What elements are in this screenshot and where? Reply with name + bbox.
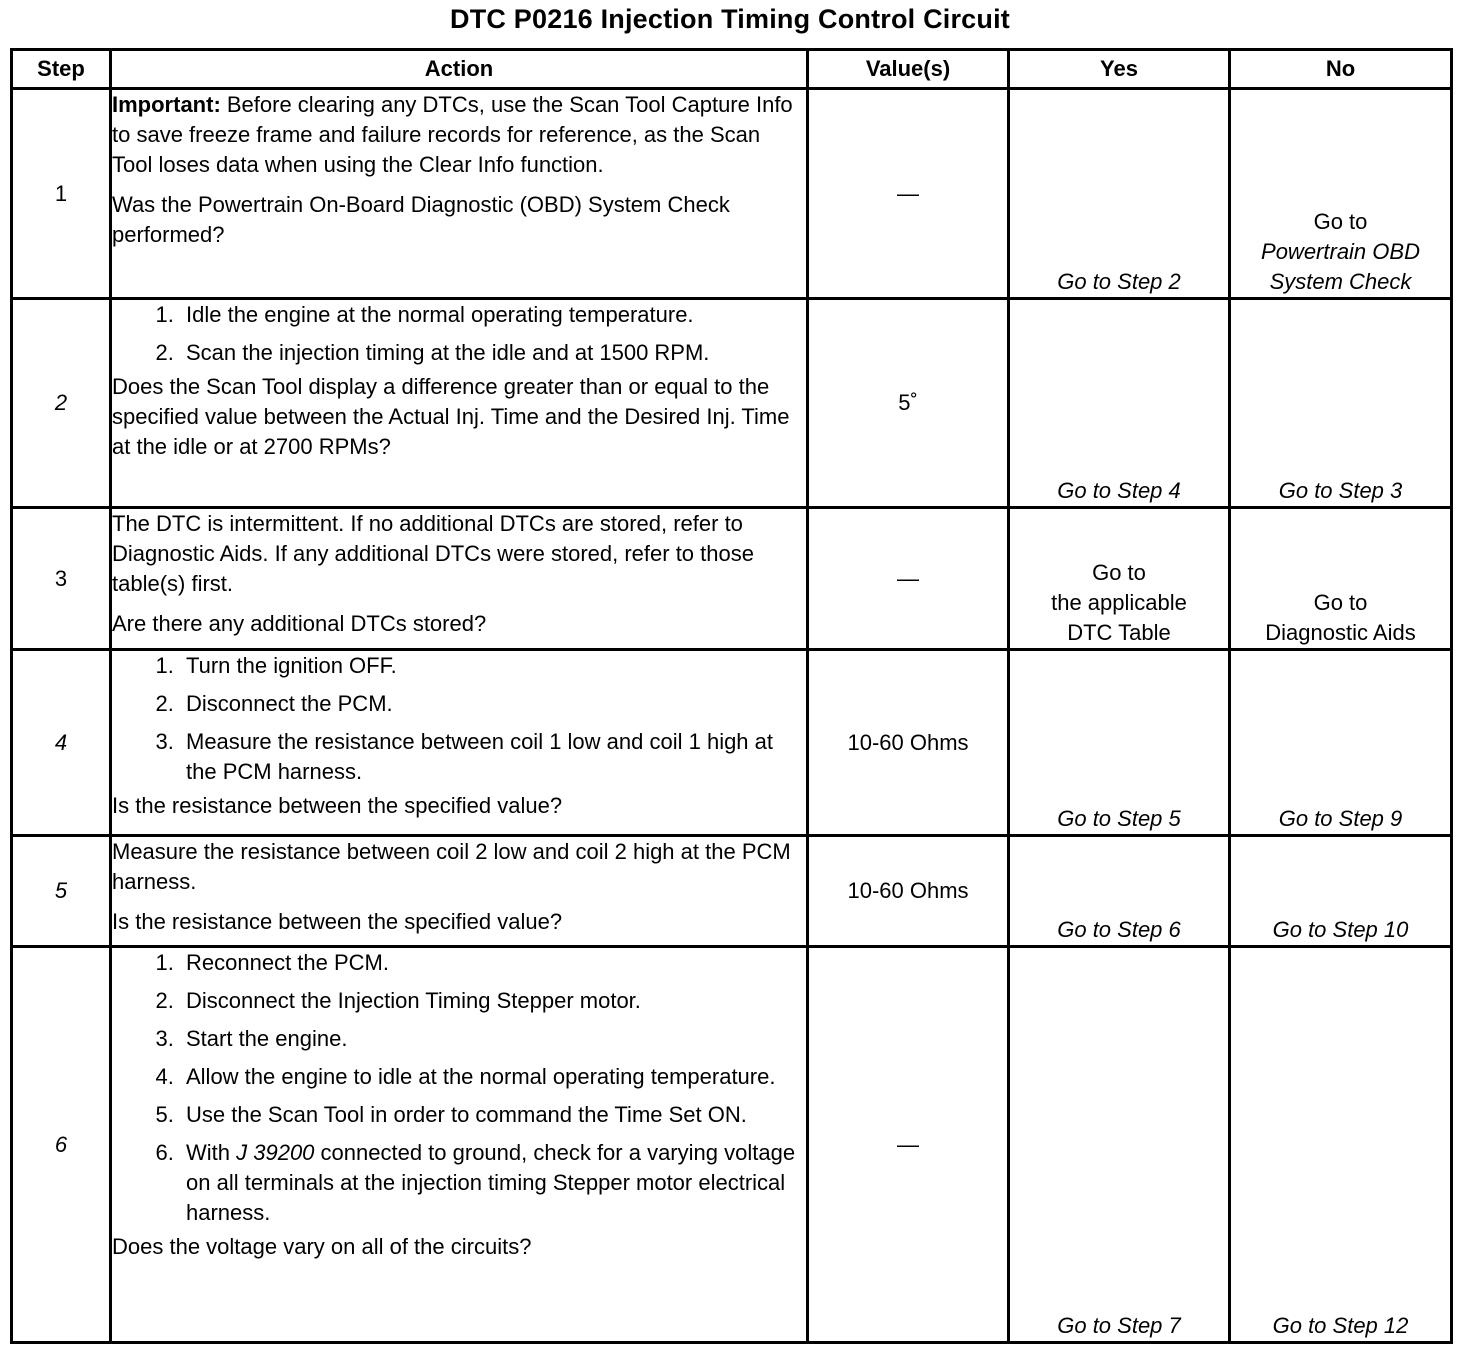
step-number: 3 (12, 508, 111, 650)
no-action-line: Go to (1313, 209, 1368, 234)
procedure-item-text: With (186, 1140, 237, 1165)
value-cell: 10-60 Ohms (808, 836, 1009, 947)
step-number: 6 (12, 947, 111, 1343)
table-row (12, 650, 1452, 836)
value-cell: 10-60 Ohms (808, 650, 1009, 836)
important-label: Important: (112, 92, 221, 117)
action-text: The DTC is intermittent. If no additional DTCs are stored, refer to Diagnostic Aids. If any additional DTCs were stored, refer to those table(s) first. (112, 511, 754, 596)
procedure-item: 2. Disconnect the Injection Timing Stepper motor. (180, 986, 806, 1016)
action-question: Is the resistance between the specified value? (112, 793, 563, 818)
procedure-list (112, 948, 806, 1228)
page-title: DTC P0216 Injection Timing Control Circuit (450, 4, 1010, 34)
header-step: Step (12, 50, 111, 89)
action-question: Are there any additional DTCs stored? (112, 611, 487, 636)
procedure-item-text: connected to ground, check for a varying voltage on all terminals at the injection timing Stepper motor electrical harness. (186, 1140, 796, 1225)
action-cell (111, 89, 808, 299)
value-cell: — (808, 89, 1009, 299)
no-action (1230, 508, 1452, 650)
procedure-item: 1. Turn the ignition OFF. (180, 651, 806, 681)
yes-action: Go to Step 5 (1009, 650, 1230, 836)
yes-action: Go to Step 7 (1009, 947, 1230, 1343)
action-question: Does the Scan Tool display a difference greater than or equal to the specified value between the Actual Inj. Time and the Desired Inj. Time at the idle or at 2700 RPMs? (112, 374, 790, 459)
header-no: No (1230, 50, 1452, 89)
value-cell: — (808, 947, 1009, 1343)
table-header-row (12, 50, 1452, 89)
no-action: Go to Step 12 (1230, 947, 1452, 1343)
procedure-item: 1. Idle the engine at the normal operating temperature. (180, 300, 806, 330)
procedure-item: 5. Use the Scan Tool in order to command the Time Set ON. (180, 1100, 806, 1130)
table-row (12, 836, 1452, 947)
procedure-item: 4. Allow the engine to idle at the normal operating temperature. (180, 1062, 806, 1092)
table-row (12, 89, 1452, 299)
action-cell (111, 836, 808, 947)
yes-action-line: DTC Table (1067, 620, 1171, 645)
table-row (12, 299, 1452, 508)
action-cell (111, 650, 808, 836)
yes-action-line: Go to (1092, 560, 1146, 585)
procedure-list (112, 651, 806, 787)
action-cell (111, 508, 808, 650)
step-number: 1 (12, 89, 111, 299)
diagnostic-table (10, 48, 1453, 1344)
no-action: Go to Step 10 (1230, 836, 1452, 947)
procedure-item: 1. Reconnect the PCM. (180, 948, 806, 978)
tool-number: J 39200 (236, 1140, 315, 1165)
action-cell (111, 947, 808, 1343)
procedure-item: 3. Measure the resistance between coil 1 low and coil 1 high at the PCM harness. (180, 727, 806, 787)
procedure-item: 3. Start the engine. (180, 1024, 806, 1054)
no-action: Go to Step 9 (1230, 650, 1452, 836)
header-yes: Yes (1009, 50, 1230, 89)
header-action: Action (111, 50, 808, 89)
action-cell (111, 299, 808, 508)
no-action: Go to Step 3 (1230, 299, 1452, 508)
no-action-line: Diagnostic Aids (1265, 620, 1416, 645)
action-question: Was the Powertrain On-Board Diagnostic (OBD) System Check performed? (112, 192, 730, 247)
action-text: Measure the resistance between coil 2 low and coil 2 high at the PCM harness. (112, 839, 791, 894)
yes-action (1009, 508, 1230, 650)
important-note (112, 90, 806, 180)
no-action (1230, 89, 1452, 299)
value-cell: 5˚ (808, 299, 1009, 508)
step-number: 2 (12, 299, 111, 508)
no-action-line: Powertrain OBD (1261, 239, 1420, 264)
procedure-item (180, 1138, 806, 1228)
important-text: Before clearing any DTCs, use the Scan Tool Capture Info to save freeze frame and failure records for reference, as the Scan Tool loses data when using the Clear Info function. (112, 92, 793, 177)
action-question: Does the voltage vary on all of the circuits? (112, 1234, 532, 1259)
yes-action: Go to Step 4 (1009, 299, 1230, 508)
table-row (12, 508, 1452, 650)
yes-action: Go to Step 6 (1009, 836, 1230, 947)
step-number: 4 (12, 650, 111, 836)
procedure-list (112, 300, 806, 368)
table-row (12, 947, 1452, 1343)
yes-action: Go to Step 2 (1009, 89, 1230, 299)
header-values: Value(s) (808, 50, 1009, 89)
value-cell: — (808, 508, 1009, 650)
procedure-item: 2. Disconnect the PCM. (180, 689, 806, 719)
yes-action-line: the applicable (1051, 590, 1187, 615)
no-action-line: System Check (1269, 269, 1412, 294)
step-number: 5 (12, 836, 111, 947)
procedure-item: 2. Scan the injection timing at the idle and at 1500 RPM. (180, 338, 806, 368)
action-question: Is the resistance between the specified value? (112, 909, 563, 934)
no-action-line: Go to (1313, 590, 1368, 615)
